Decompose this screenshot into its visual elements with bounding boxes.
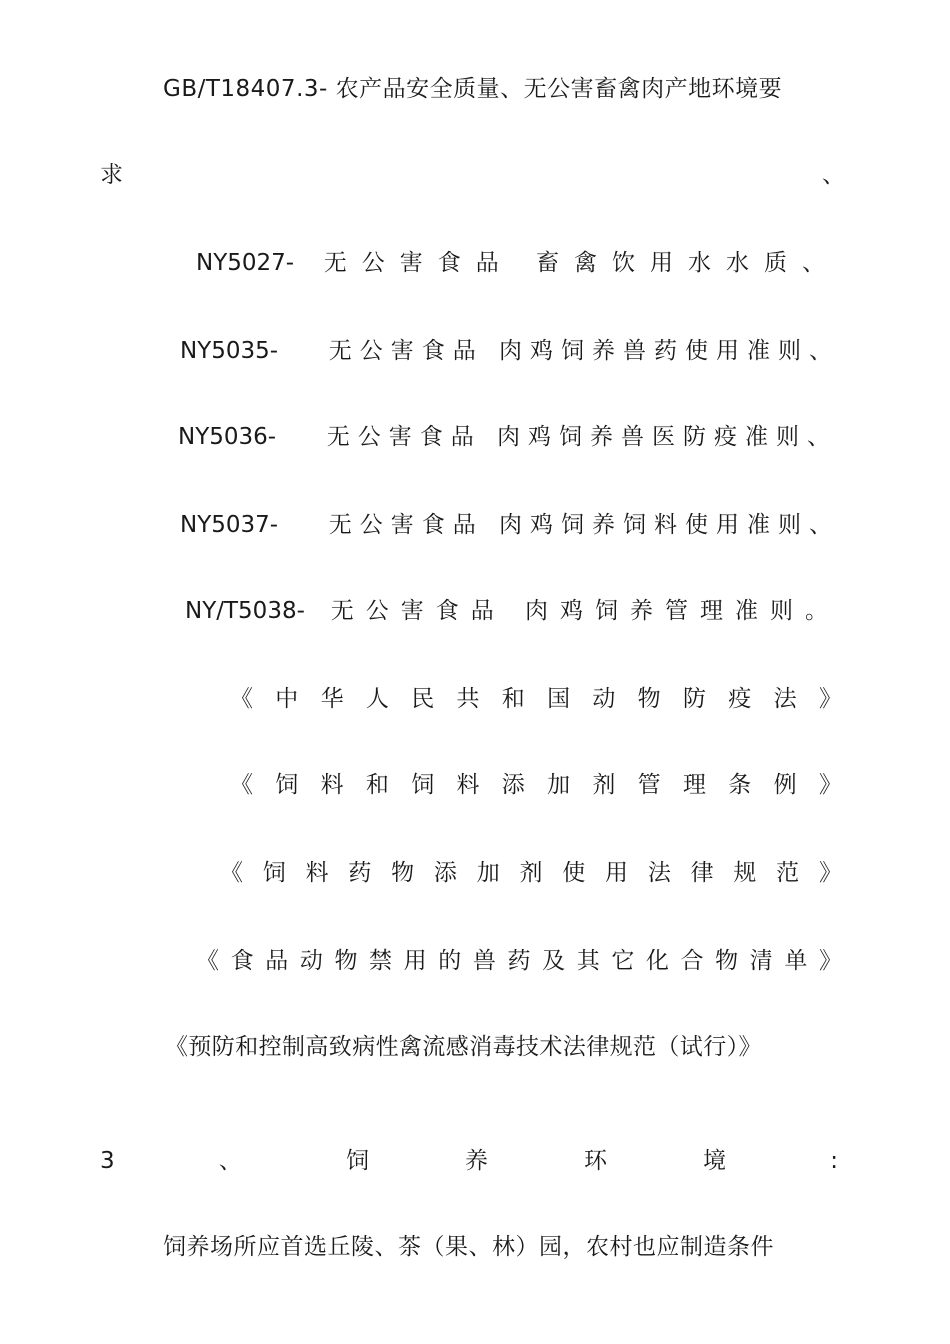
law-title: 《预防和控制高致病性禽流感消毒技术法律规范（试行）》: [165, 1034, 762, 1060]
section-number: 3: [100, 1148, 115, 1174]
glyph: 环: [584, 1148, 608, 1174]
glyph: 和: [365, 772, 389, 798]
glyph: 兽: [472, 948, 496, 974]
glyph: 药: [348, 860, 372, 886]
glyph: 饲: [275, 772, 299, 798]
glyph: 民: [411, 686, 435, 712]
glyph: 合: [680, 948, 704, 974]
glyph: 共: [456, 686, 480, 712]
body-paragraph: 饲养场所应首选丘陵、茶（果、林）园，农村也应制造条件: [163, 1234, 774, 1260]
glyph: 化: [645, 948, 669, 974]
glyph: 法: [773, 686, 797, 712]
glyph: 中: [275, 686, 299, 712]
glyph: 品: [265, 948, 289, 974]
doc-line: 求: [100, 162, 123, 188]
glyph: 用: [403, 948, 427, 974]
standard-ref: [185, 596, 840, 626]
standard-title: 无公害食品 肉鸡饲养兽药使用准则、: [328, 338, 840, 364]
glyph: 范: [776, 860, 800, 886]
doc-punct: 、: [822, 162, 845, 188]
glyph: 清: [749, 948, 773, 974]
glyph: 《: [220, 860, 243, 886]
glyph: 添: [501, 772, 525, 798]
glyph: 禁: [369, 948, 393, 974]
section-colon: :: [830, 1148, 838, 1174]
standard-title: 无公害食品 肉鸡饲养管理准则。: [330, 598, 840, 624]
standard-code: NY5027-: [196, 250, 295, 276]
glyph: 》: [818, 860, 842, 886]
glyph: 及: [542, 948, 566, 974]
glyph: 例: [773, 772, 797, 798]
glyph: 单: [784, 948, 808, 974]
glyph: 使: [562, 860, 586, 886]
standard-code: NY5036-: [178, 424, 277, 450]
glyph: 饲: [262, 860, 286, 886]
standard-ref: [180, 336, 840, 366]
glyph: 饲: [346, 1148, 370, 1174]
standard-ref: [196, 248, 840, 278]
glyph: 其: [576, 948, 600, 974]
standard-code: NY5037-: [180, 512, 279, 538]
glyph: 》: [818, 686, 842, 712]
glyph: 》: [818, 772, 842, 798]
glyph: 管: [637, 772, 661, 798]
glyph: 养: [465, 1148, 489, 1174]
law-title: [196, 946, 842, 976]
glyph: 料: [320, 772, 344, 798]
glyph: 华: [320, 686, 344, 712]
standard-title: 无公害食品 肉鸡饲养饲料使用准则、: [328, 512, 840, 538]
standard-code: NY5035-: [180, 338, 279, 364]
glyph: 剂: [519, 860, 543, 886]
standard-ref: [180, 510, 840, 540]
glyph: 物: [334, 948, 358, 974]
glyph: 国: [547, 686, 571, 712]
glyph: 法: [647, 860, 671, 886]
glyph: 《: [196, 948, 219, 974]
glyph: 料: [456, 772, 480, 798]
glyph: 和: [501, 686, 525, 712]
section-title: [346, 1146, 726, 1176]
glyph: 的: [438, 948, 462, 974]
glyph: 《: [230, 772, 253, 798]
law-title: [230, 770, 842, 800]
standard-title: 无公害食品 畜禽饮用水水质、: [323, 250, 840, 276]
glyph: 药: [507, 948, 531, 974]
glyph: 动: [592, 686, 616, 712]
glyph: 食: [230, 948, 254, 974]
glyph: 》: [818, 948, 842, 974]
glyph: 人: [365, 686, 389, 712]
glyph: 用: [605, 860, 629, 886]
section-separator: 、: [218, 1148, 242, 1174]
glyph: 饲: [411, 772, 435, 798]
law-title: [230, 684, 842, 714]
glyph: 它: [611, 948, 635, 974]
glyph: 加: [547, 772, 571, 798]
glyph: 加: [476, 860, 500, 886]
standard-code: NY/T5038-: [185, 598, 305, 624]
glyph: 疫: [728, 686, 752, 712]
law-title: [220, 858, 842, 888]
glyph: 规: [733, 860, 757, 886]
standard-title: 无公害食品 肉鸡饲养兽医防疫准则、: [326, 424, 838, 450]
doc-line: GB/T18407.3- 农产品安全质量、无公害畜禽肉产地环境要: [163, 76, 783, 102]
glyph: 理: [682, 772, 706, 798]
glyph: 剂: [592, 772, 616, 798]
glyph: 动: [299, 948, 323, 974]
glyph: 添: [433, 860, 457, 886]
glyph: 律: [690, 860, 714, 886]
glyph: 《: [230, 686, 253, 712]
glyph: 料: [305, 860, 329, 886]
glyph: 物: [715, 948, 739, 974]
glyph: 物: [391, 860, 415, 886]
section-heading: [100, 1146, 838, 1176]
glyph: 条: [728, 772, 752, 798]
standard-ref: [178, 422, 838, 452]
glyph: 物: [637, 686, 661, 712]
glyph: 防: [682, 686, 706, 712]
glyph: 境: [703, 1148, 727, 1174]
